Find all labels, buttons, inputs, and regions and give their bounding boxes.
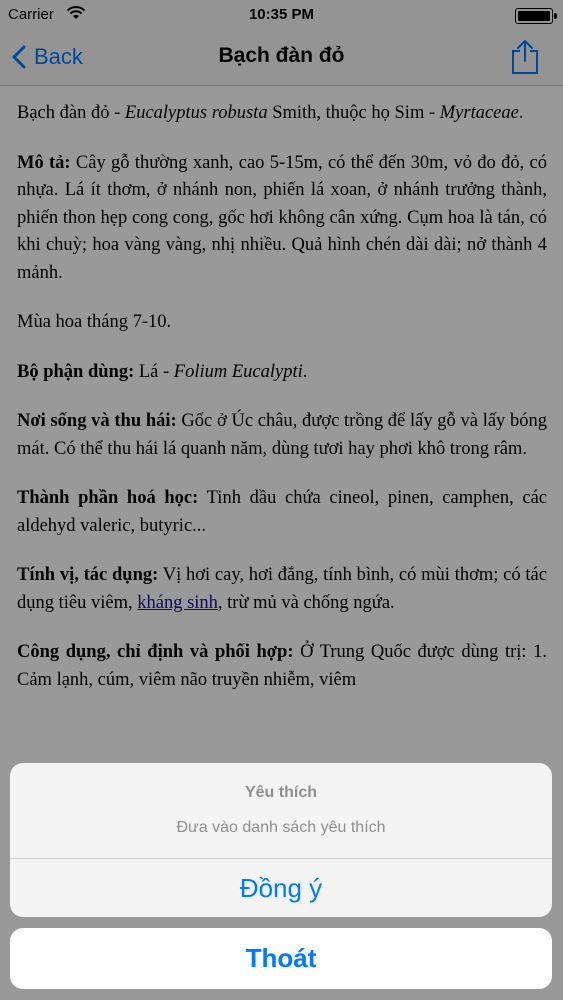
paragraph-flowering: Mùa hoa tháng 7-10. [17, 312, 172, 332]
paragraph-description: Mô tả: Cây gỗ thường xanh, cao 5-15m, có thể đến 30m, vỏ đo đỏ, có nhựa. Lá ít thơm, ở nhánh non, phiến lá xoan, ở nhánh trưởng thành, phiến thon hẹp cong cong, gốc hơi không cân xứng. Cụm hoa là tán, có khi chuỳ; hoa vàng vàng, nhị nhiều. Quả hình chén dài dài; nở thành 4 mảnh. [17, 152, 547, 283]
paragraph-name: Bạch đàn đỏ - Eucalyptus robusta Smith, thuộc họ Sim - Myrtaceae. [17, 103, 524, 123]
page-title: Bạch đàn đỏ [218, 44, 345, 67]
action-sheet-title: Yêu thích [244, 784, 317, 801]
confirm-button[interactable]: Đồng ý [239, 872, 323, 903]
action-sheet [10, 763, 552, 917]
carrier-label: Carrier [8, 6, 54, 23]
paragraph-uses: Công dụng, chỉ định và phối hợp: Ở Trung Quốc được dùng trị: 1. Cảm lạnh, cúm, viêm não truyền nhiễm, viêm [17, 642, 547, 690]
back-label: Back [34, 44, 83, 69]
action-sheet-message: Đưa vào danh sách yêu thích [176, 819, 386, 836]
paragraph-parts-used: Bộ phận dùng: Lá - Folium Eucalypti. [17, 361, 308, 382]
paragraph-chemistry: Thành phần hoá học: Tinh dầu chứa cineol, pinen, camphen, các aldehyd valeric, butyric... [17, 488, 547, 536]
paragraph-properties: Tính vị, tác dụng: Vị hơi cay, hơi đắng, tính bình, có mùi thơm; có tác dụng tiêu viêm, kháng sinh, trừ mủ và chống ngứa. [17, 565, 547, 613]
status-time: 10:35 PM [248, 6, 315, 23]
paragraph-habitat: Nơi sống và thu hái: Gốc ở Úc châu, được trồng để lấy gỗ và lấy bóng mát. Có thể thu hái lá quanh năm, dùng tươi hay phơi khô trong râm. [17, 411, 548, 459]
cancel-button[interactable]: Thoát [10, 928, 552, 989]
antibiotic-link[interactable]: kháng sinh [137, 592, 218, 613]
